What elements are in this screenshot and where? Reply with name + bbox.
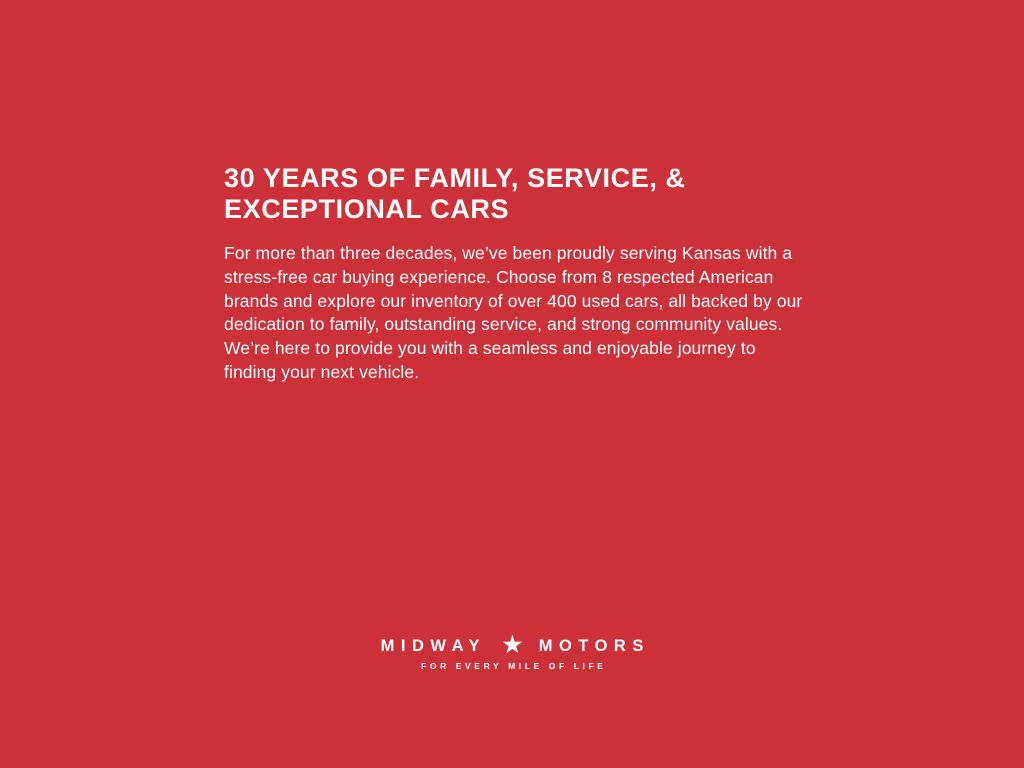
brand-tagline: FOR EVERY MILE OF LIFE: [421, 661, 607, 671]
about-section: [224, 163, 816, 385]
star-icon: ★: [502, 632, 523, 657]
brand-name-midway: MIDWAY: [380, 637, 486, 655]
section-heading: 30 YEARS OF FAMILY, SERVICE, & EXCEPTIONAL CARS: [224, 163, 686, 224]
brand-logo[interactable]: [0, 632, 1024, 671]
brand-name-motors: MOTORS: [538, 637, 650, 655]
brand-wordmark: [374, 632, 650, 657]
section-body: For more than three decades, we’ve been proudly serving Kansas with a stress-free car buying experience. Choose from 8 respected American brands and explore our inventory of over 400 used cars, all backed by our dedication to family, outstanding service, and strong community values. We’re here to provide you with a seamless and enjoyable journey to finding your next vehicle.: [224, 243, 803, 382]
